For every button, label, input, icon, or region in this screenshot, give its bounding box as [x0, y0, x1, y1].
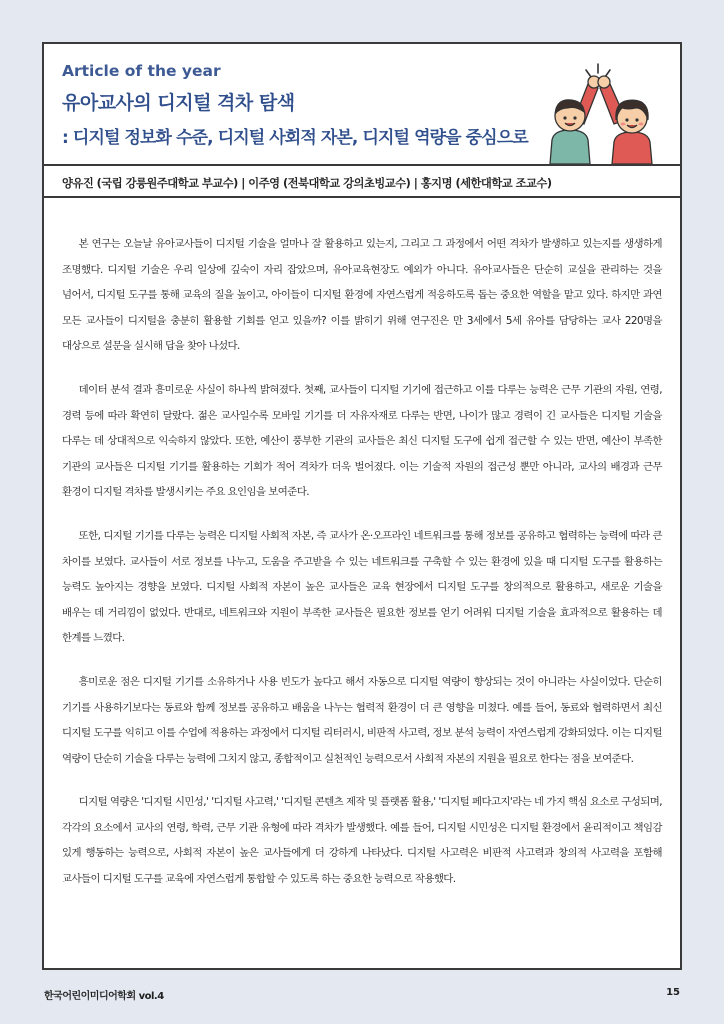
journal-name: 한국어린이미디어학회 vol.4	[44, 991, 164, 1002]
body-paragraph: 흥미로운 점은 디지털 기기를 소유하거나 사용 빈도가 높다고 해서 자동으로 디지털 역량이 향상되는 것이 아니라는 사실이었다. 단순히 기기를 사용하기보다는 동료와 함께 정보를 공유하고 배움을 나누는 협력적 환경이 더 큰 영향을 미쳤다. 예를 들어, 동료와 협력하면서 최신 디지털 도구를 익히고 이를 수업에 적용하는 과정에서 디지털 리터러시, 비판적 사고력, 정보 분석 능력이 자연스럽게 강화되었다. 이는 디지털 역량이 단순히 기술을 다루는 능력에 그치지 않고, 종합적이고 실천적인 능력으로서 사회적 자본의 지원을 필요로 한다는 점을 보여준다.	[62, 675, 662, 765]
article-title: 유아교사의 디지털 격차 탐색	[62, 92, 295, 114]
article-body	[62, 232, 662, 911]
body-paragraph: 데이터 분석 결과 흥미로운 사실이 하나씩 밝혀졌다. 첫째, 교사들이 디지털 기기에 접근하고 이를 다루는 능력은 근무 기관의 자원, 연령, 경력 등에 따라 확연히 달랐다. 젊은 교사일수록 모바일 기기를 더 자유자재로 다루는 반면, 나이가 많고 경력이 긴 교사들은 디지털 기술을 다루는 데 상대적으로 익숙하지 않았다. 또한, 예산이 풍부한 기관의 교사들은 최신 디지털 도구에 쉽게 접근할 수 있는 반면, 예산이 부족한 기관의 교사들은 디지털 기기를 활용하는 기회가 적어 격차가 더욱 벌어졌다. 이는 기술적 자원의 접근성 뿐만 아니라, 교사의 배경과 근무 환경이 디지털 격차를 발생시키는 주요 요인임을 보여준다.	[62, 383, 662, 499]
article-subtitle: : 디지털 정보화 수준, 디지털 사회적 자본, 디지털 역량을 중심으로	[62, 128, 528, 148]
section-label: Article of the year	[62, 62, 221, 80]
page-number: 15	[666, 987, 680, 998]
article-header	[44, 44, 680, 166]
author-line: 양유진 (국립 강릉원주대학교 부교수) | 이주영 (전북대학교 강의초빙교수) | 홍지명 (세한대학교 조교수)	[62, 177, 552, 190]
body-paragraph: 디지털 역량은 '디지털 시민성,' '디지털 사고력,' '디지털 콘텐츠 제작 및 플랫폼 활용,' '디지털 페다고지'라는 네 가지 핵심 요소로 구성되며, 각각의 요소에서 교사의 연령, 학력, 근무 기관 유형에 따라 격차가 발생했다. 예를 들어, 디지털 시민성은 디지털 환경에서 윤리적이고 책임감 있게 행동하는 능력으로, 사회적 자본이 높은 교사들에게 더 강하게 나타났다. 디지털 사고력은 비판적 사고력과 창의적 사고력을 포함해 교사들이 디지털 도구를 교육에 자연스럽게 통합할 수 있도록 하는 중요한 능력으로 작용했다.	[62, 796, 662, 886]
body-paragraph: 또한, 디지털 기기를 다루는 능력은 디지털 사회적 자본, 즉 교사가 온·오프라인 네트워크를 통해 정보를 공유하고 협력하는 능력에 따라 큰 차이를 보였다. 교사들이 서로 정보를 나누고, 도움을 주고받을 수 있는 네트워크를 구축할 수 있는 환경에 있을 때 디지털 도구를 활용하는 능력도 높아지는 경향을 보였다. 디지털 사회적 자본이 높은 교사들은 교육 현장에서 디지털 도구를 창의적으로 활용하고, 새로운 기술을 배우는 데 거리낌이 없었다. 반대로, 네트워크와 지원이 부족한 교사들은 필요한 정보를 얻기 어려워 디지털 기술을 효과적으로 활용하는 데 한계를 느꼈다.	[62, 529, 662, 645]
body-paragraph: 본 연구는 오늘날 유아교사들이 디지털 기술을 얼마나 잘 활용하고 있는지, 그리고 그 과정에서 어떤 격차가 발생하고 있는지를 생생하게 조명했다. 디지털 기술은 우리 일상에 깊숙이 자리 잡았으며, 유아교육현장도 예외가 아니다. 유아교사들은 단순히 교실을 관리하는 것을 넘어서, 디지털 도구를 통해 교육의 질을 높이고, 아이들이 디지털 환경에 자연스럽게 적응하도록 돕는 중요한 역할을 맡고 있다. 하지만 과연 모든 교사들이 디지털을 충분히 활용할 기회를 얻고 있을까? 이를 밝히기 위해 연구진은 만 3세에서 5세 유아를 담당하는 교사 220명을 대상으로 설문을 실시해 답을 찾아 나섰다.	[62, 238, 662, 353]
high-five-children-illustration	[544, 58, 660, 164]
article-frame	[42, 42, 682, 970]
author-divider	[44, 196, 680, 198]
